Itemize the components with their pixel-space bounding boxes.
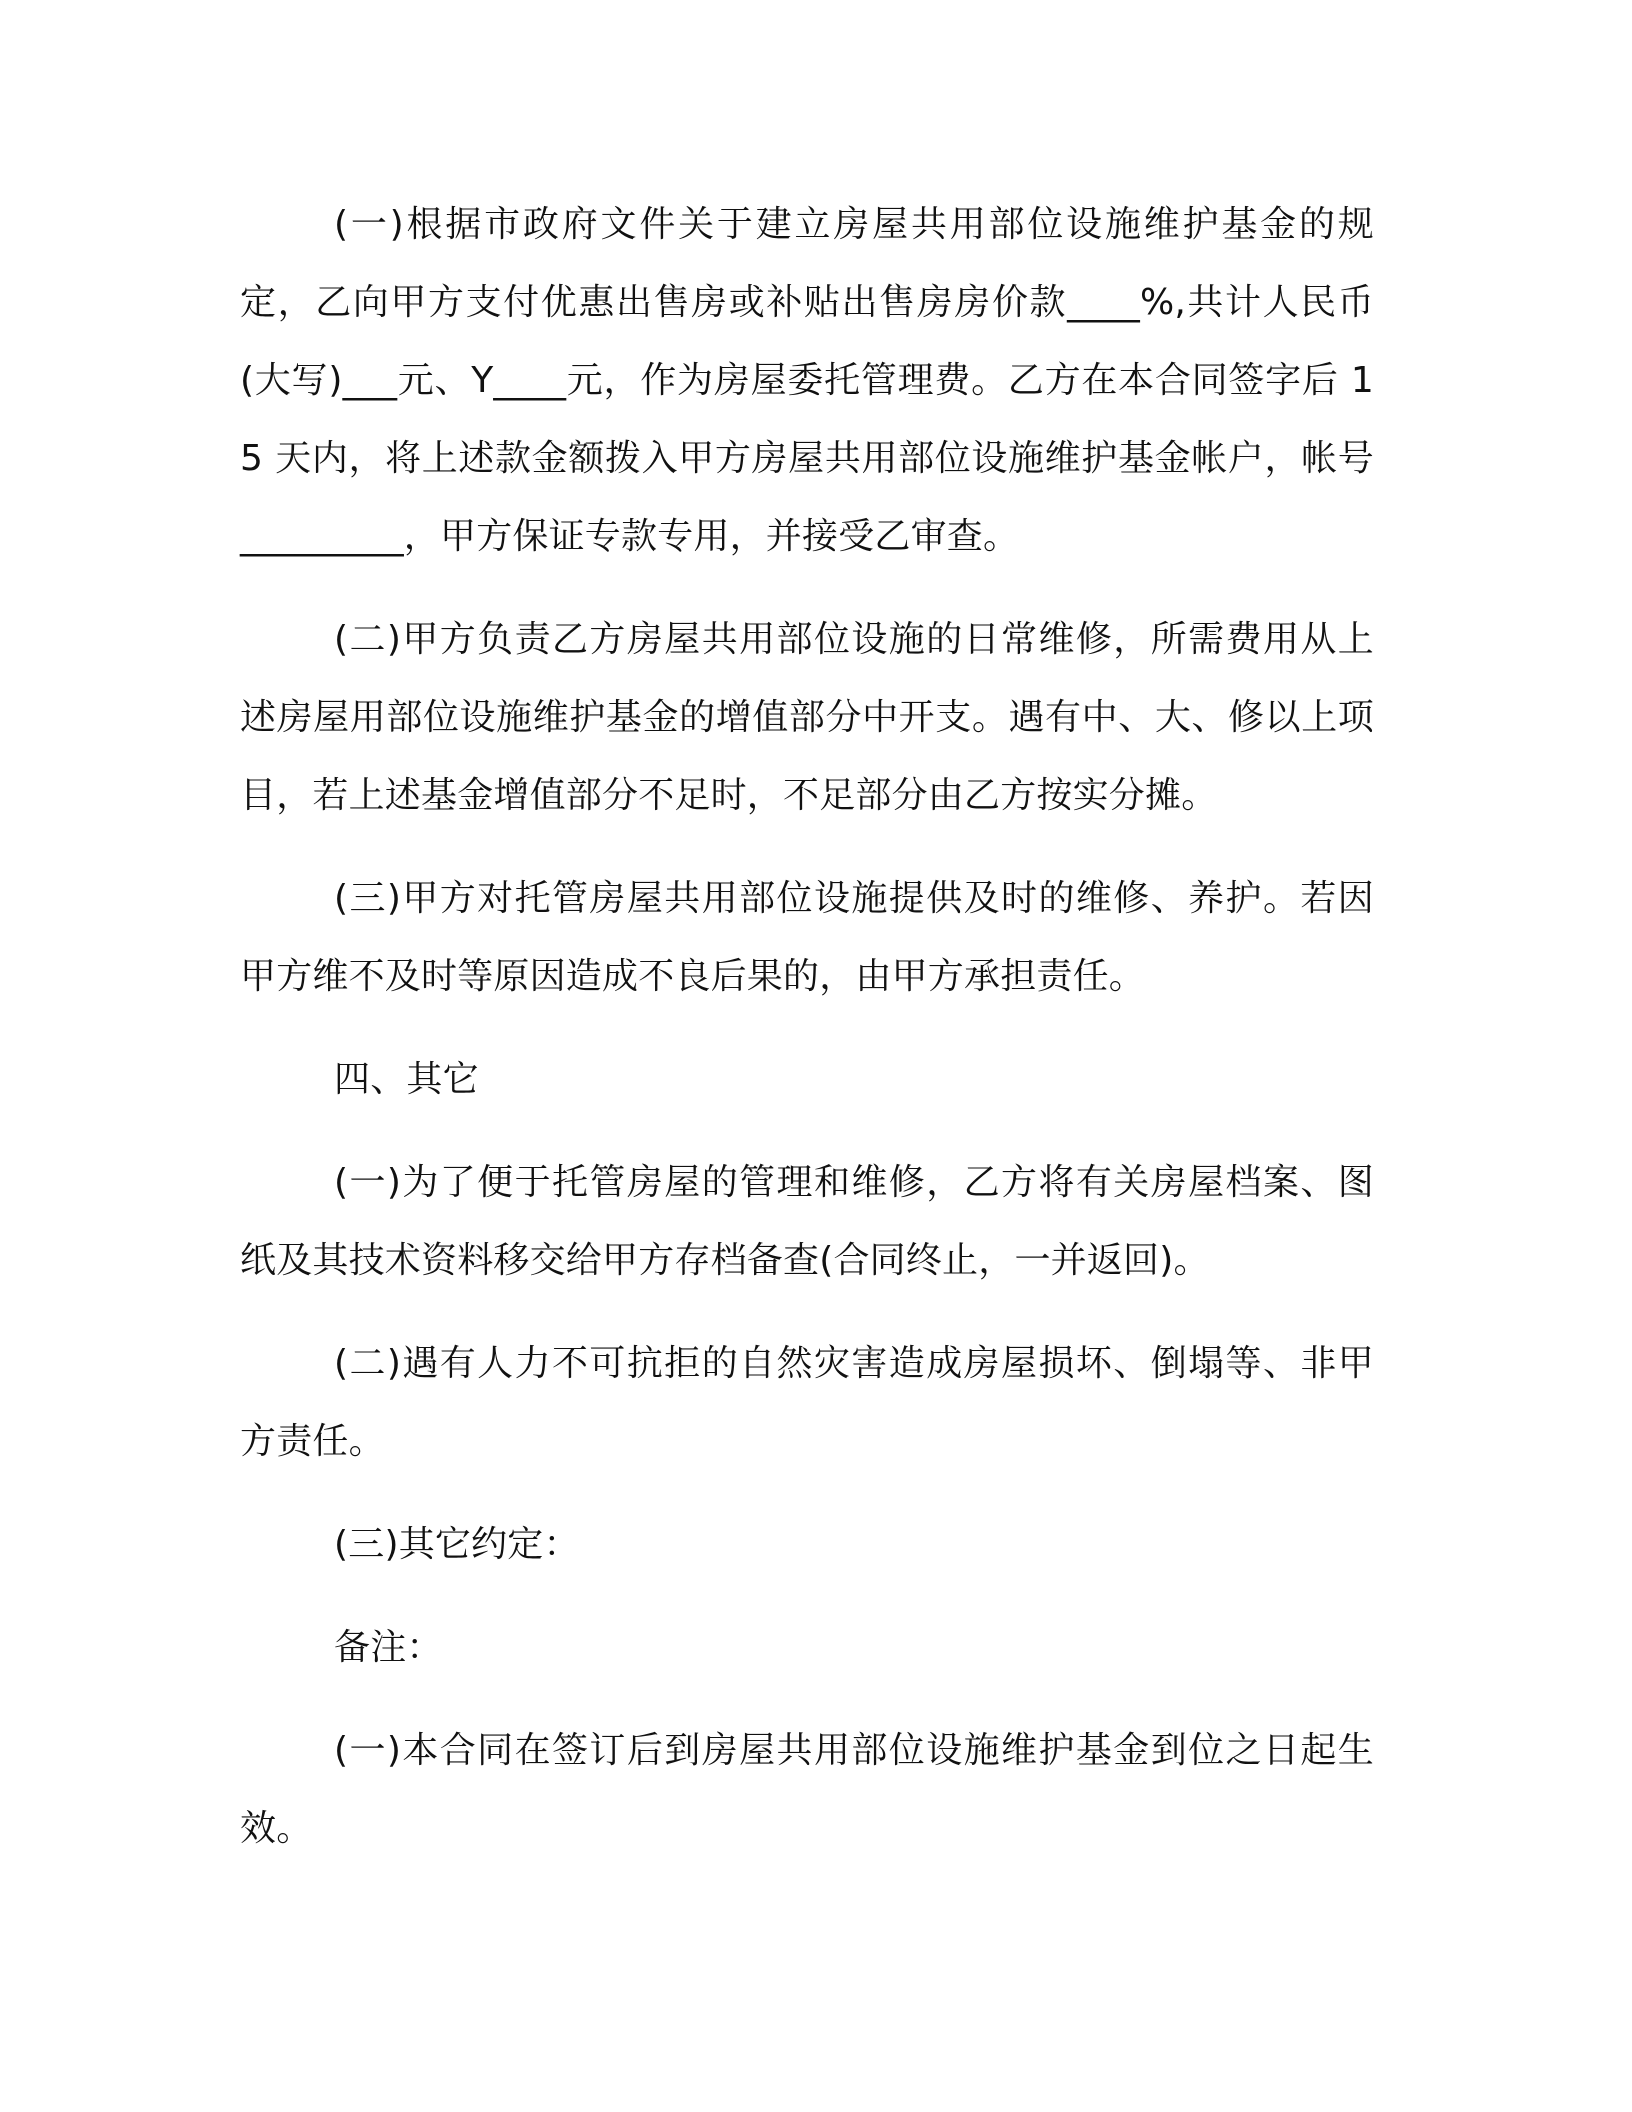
clause-fund-payment: (一)根据市政府文件关于建立房屋共用部位设施维护基金的规定，乙向甲方支付优惠出售房或补贴出售房房价款____%,共计人民币(大写)___元、Y____元，作为房屋委托管理费。乙方在本合同签字后 15 天内，将上述款金额拨入甲方房屋共用部位设施维护基金帐户，帐号_________，甲方保证专款专用，并接受乙审查。 — [240, 204, 1374, 557]
clause-archive-transfer: (一)为了便于托管房屋的管理和维修，乙方将有关房屋档案、图纸及其技术资料移交给甲方存档备查(合同终止，一并返回)。 — [240, 1162, 1374, 1281]
remark-effective-date: (一)本合同在签订后到房屋共用部位设施维护基金到位之日起生效。 — [240, 1730, 1374, 1849]
clause-force-majeure: (二)遇有人力不可抗拒的自然灾害造成房屋损坏、倒塌等、非甲方责任。 — [240, 1343, 1374, 1462]
remarks-heading: 备注： — [334, 1627, 443, 1668]
clause-timely-repair: (三)甲方对托管房屋共用部位设施提供及时的维修、养护。若因甲方维不及时等原因造成不良后果的，由甲方承担责任。 — [240, 878, 1374, 997]
document-body — [240, 186, 1374, 1893]
section-heading-other: 四、其它 — [334, 1059, 479, 1100]
clause-daily-maintenance: (二)甲方负责乙方房屋共用部位设施的日常维修，所需费用从上述房屋用部位设施维护基金的增值部分中开支。遇有中、大、修以上项目，若上述基金增值部分不足时，不足部分由乙方按实分摊。 — [240, 619, 1374, 816]
clause-other-agreements: (三)其它约定： — [334, 1524, 580, 1565]
